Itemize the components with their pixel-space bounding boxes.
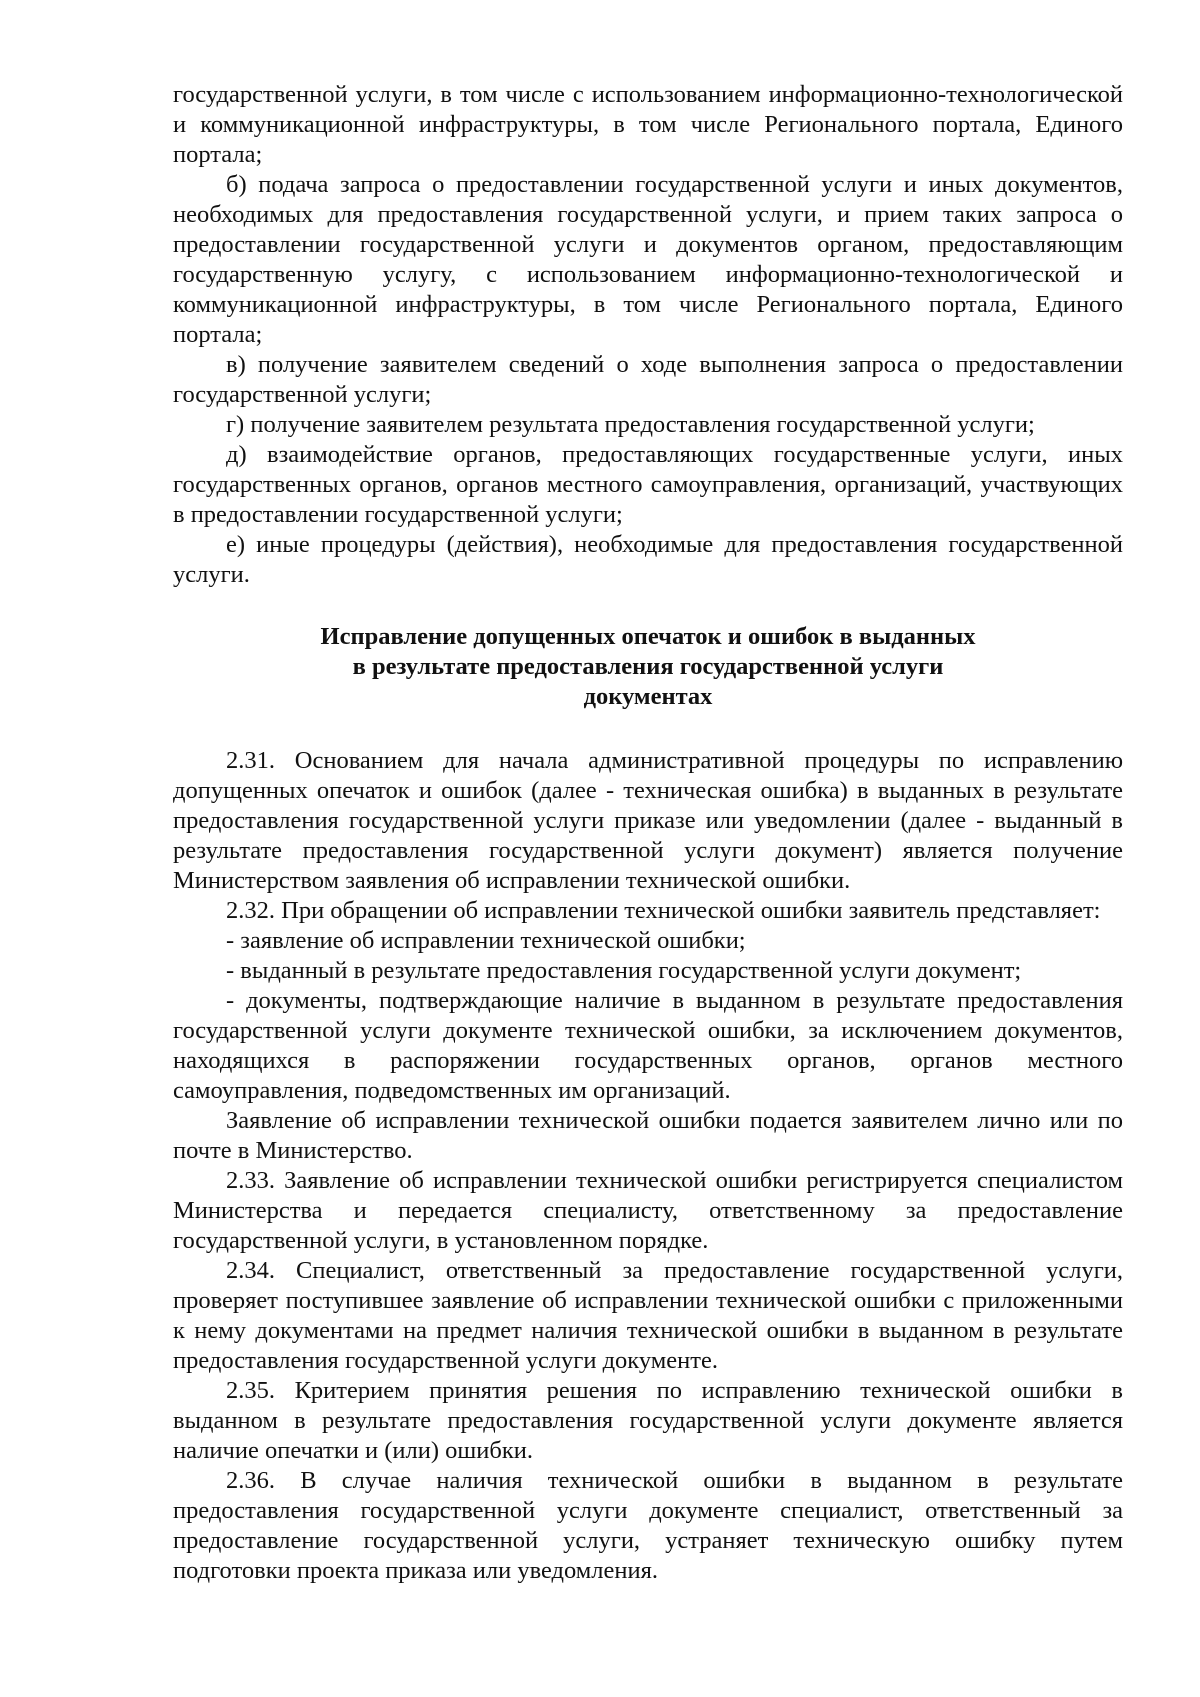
section-heading bbox=[173, 622, 1123, 712]
list-item-d: д) взаимодействие органов, предоставляющих государственные услуги, иных государственных органов, органов местного самоуправления, организаций, участвующих в предоставлении государственной услуги; bbox=[173, 441, 1123, 528]
document-page bbox=[173, 80, 1123, 1586]
clause-2-32-item-supporting-documents: - документы, подтверждающие наличие в выданном в результате предоставления государственной услуги документе технической ошибки, за исключением документов, находящихся в распоряжении государственных органов, органов местного самоуправления, подведомственных им организаций. bbox=[173, 987, 1123, 1104]
clause-2-31: 2.31. Основанием для начала административной процедуры по исправлению допущенных опечаток и ошибок (далее - техническая ошибка) в выданных в результате предоставления государственной услуги приказе или уведомлении (далее - выданный в результате предоставления государственной услуги документ) является получение Министерством заявления об исправлении технической ошибки. bbox=[173, 747, 1123, 894]
clause-2-34: 2.34. Специалист, ответственный за предоставление государственной услуги, проверяет поступившее заявление об исправлении технической ошибки с приложенными к нему документами на предмет наличия технической ошибки в выданном в результате предоставления государственной услуги документе. bbox=[173, 1257, 1123, 1374]
list-item-g: г) получение заявителем результата предоставления государственной услуги; bbox=[226, 411, 1035, 438]
clause-2-32-submission: Заявление об исправлении технической ошибки подается заявителем лично или по почте в Министерство. bbox=[173, 1107, 1123, 1164]
clause-2-33: 2.33. Заявление об исправлении технической ошибки регистрируется специалистом Министерства и передается специалисту, ответственному за предоставление государственной услуги, в установленном порядке. bbox=[173, 1167, 1123, 1254]
list-item-v: в) получение заявителем сведений о ходе выполнения запроса о предоставлении государственной услуги; bbox=[173, 351, 1123, 408]
section-heading-line: Исправление допущенных опечаток и ошибок в выданных bbox=[320, 623, 976, 650]
list-continuation-paragraph: государственной услуги, в том числе с использованием информационно-технологической и коммуникационной инфраструктуры, в том числе Регионального портала, Единого портала; bbox=[173, 81, 1123, 168]
section-heading-line: в результате предоставления государственной услуги bbox=[352, 653, 944, 680]
clause-2-32-item-issued-document: - выданный в результате предоставления государственной услуги документ; bbox=[226, 957, 1022, 984]
clause-2-36: 2.36. В случае наличия технической ошибки в выданном в результате предоставления государственной услуги документе специалист, ответственный за предоставление государственной услуги, устраняет техническую ошибку путем подготовки проекта приказа или уведомления. bbox=[173, 1467, 1123, 1584]
clause-2-32: 2.32. При обращении об исправлении технической ошибки заявитель представляет: bbox=[226, 897, 1101, 924]
list-item-e: е) иные процедуры (действия), необходимые для предоставления государственной услуги. bbox=[173, 531, 1123, 588]
list-item-b: б) подача запроса о предоставлении государственной услуги и иных документов, необходимых для предоставления государственной услуги, и прием таких запроса о предоставлении государственной услуги и документов органом, предоставляющим государственную услугу, с использованием информационно-технологической и коммуникационной инфраструктуры, в том числе Регионального портала, Единого портала; bbox=[173, 171, 1123, 348]
clause-2-35: 2.35. Критерием принятия решения по исправлению технической ошибки в выданном в результате предоставления государственной услуги документе является наличие опечатки и (или) ошибки. bbox=[173, 1377, 1123, 1464]
section-heading-line: документах bbox=[583, 683, 713, 710]
clause-2-32-item-application: - заявление об исправлении технической ошибки; bbox=[226, 927, 746, 954]
